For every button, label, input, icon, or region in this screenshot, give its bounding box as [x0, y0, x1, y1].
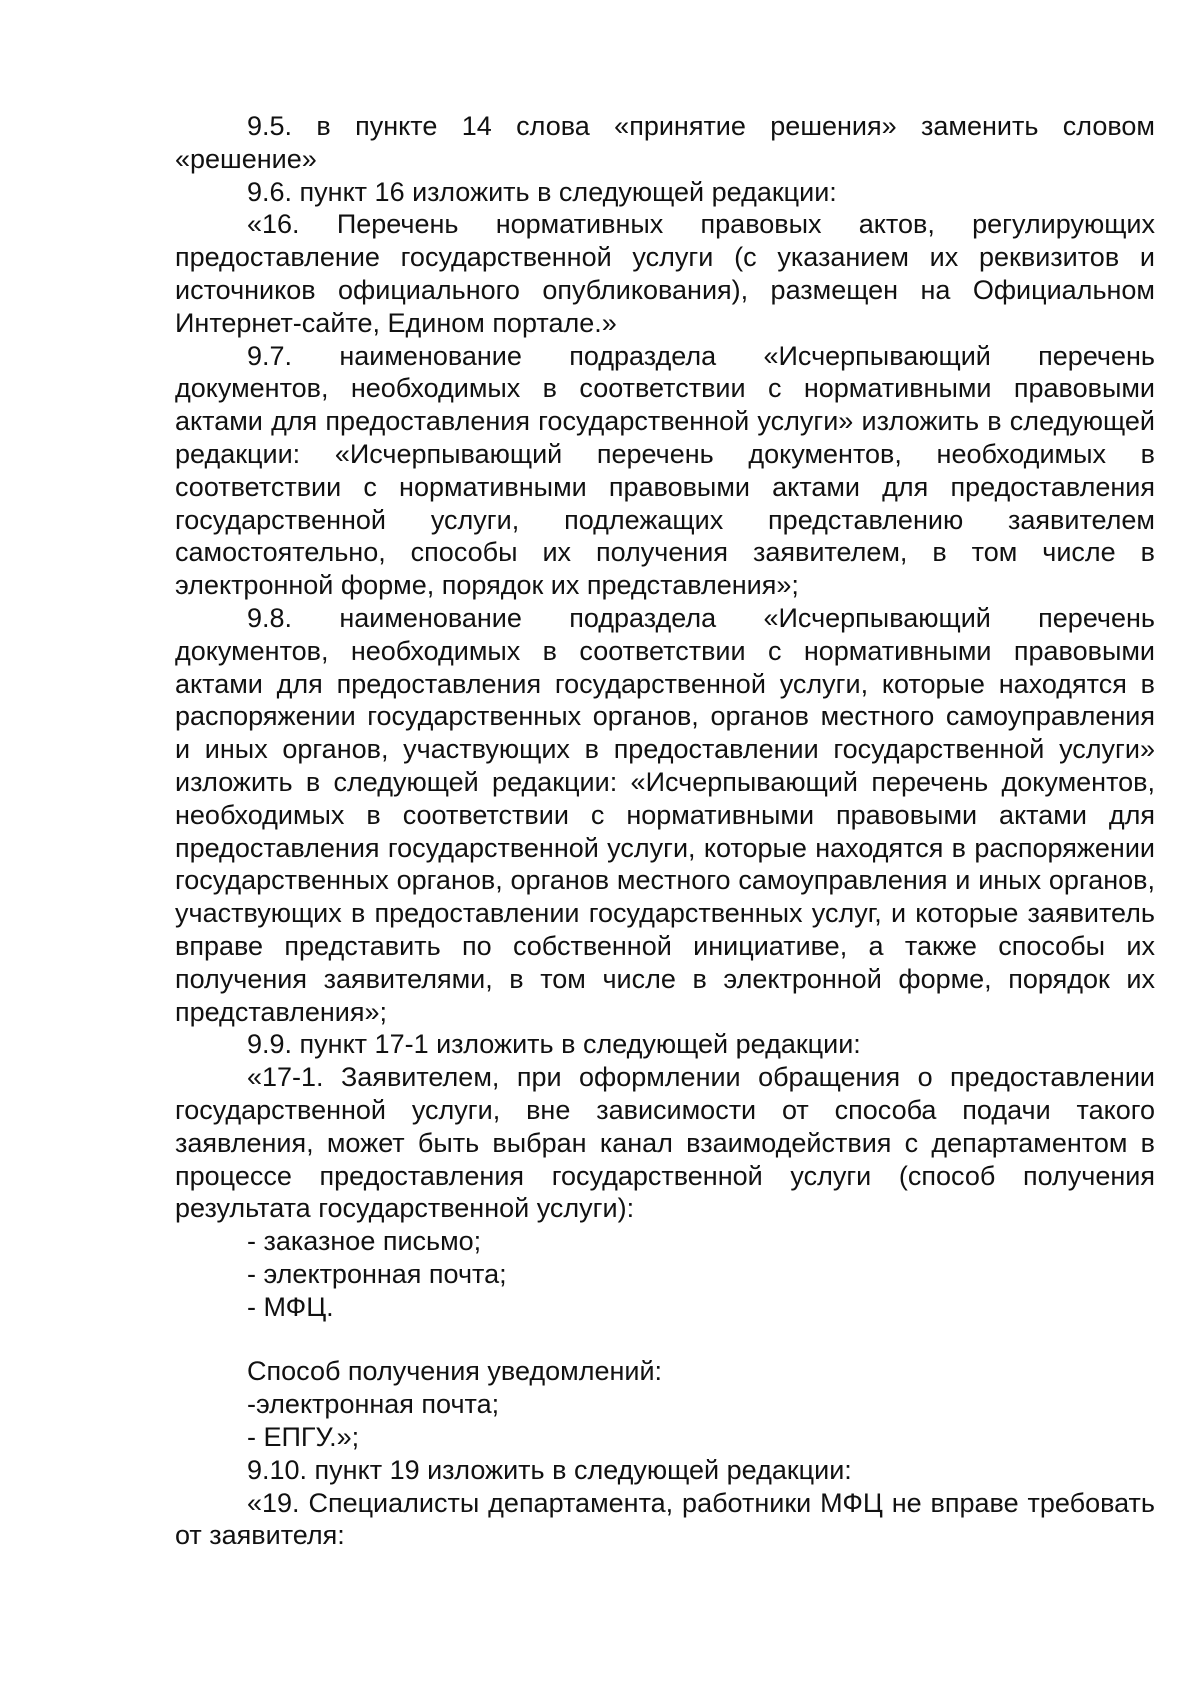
notification-heading: Способ получения уведомлений:: [247, 1356, 663, 1387]
list-item: - МФЦ.: [247, 1291, 334, 1322]
paragraph-9-5: 9.5. в пункте 14 слова «принятие решения» заменить словом «решение»: [175, 111, 1155, 174]
list-item: - электронная почта;: [247, 1258, 507, 1289]
paragraph-9-10: 9.10. пункт 19 изложить в следующей редакции:: [247, 1454, 852, 1485]
paragraph-9-9: 9.9. пункт 17-1 изложить в следующей редакции:: [247, 1029, 861, 1060]
blank-line: [175, 1323, 1155, 1355]
paragraph-17-1: «17-1. Заявителем, при оформлении обращения о предоставлении государственной услуги, вне зависимости от способа подачи такого заявления, может быть выбран канал взаимодействия с департаментом в процессе предоставления государственной услуги (способ получения результата государственной услуги):: [175, 1062, 1155, 1224]
paragraph-19: «19. Специалисты департамента, работники МФЦ не вправе требовать от заявителя:: [175, 1487, 1155, 1551]
list-item: - ЕПГУ.»;: [247, 1422, 360, 1453]
paragraph-9-7: 9.7. наименование подраздела «Исчерпывающий перечень документов, необходимых в соответствии с нормативными правовыми актами для предоставления государственной услуги» изложить в следующей редакции: «Исчерпывающий перечень документов, необходимых в соответствии с нормативными правовыми актами для предоставления государственной услуги, подлежащих представлению заявителем самостоятельно, способы их получения заявителем, в том числе в электронной форме, порядок их представления»;: [175, 340, 1155, 601]
list-item: - заказное письмо;: [247, 1226, 482, 1257]
paragraph-9-8: 9.8. наименование подраздела «Исчерпывающий перечень документов, необходимых в соответствии с нормативными правовыми актами для предоставления государственной услуги, которые находятся в распоряжении государственных органов, органов местного самоуправления и иных органов, участвующих в предоставлении государственной услуги» изложить в следующей редакции: «Исчерпывающий перечень документов, необходимых в соответствии с нормативными правовыми актами для предоставления государственной услуги, которые находятся в распоряжении государственных органов, органов местного самоуправления и иных органов, участвующих в предоставлении государственных услуг, и которые заявитель вправе представить по собственной инициативе, а также способы их получения заявителями, в том числе в электронной форме, порядок их представления»;: [175, 602, 1155, 1027]
document-page: [175, 110, 1155, 1552]
list-item: -электронная почта;: [247, 1389, 500, 1420]
paragraph-16: «16. Перечень нормативных правовых актов, регулирующих предоставление государственной услуги (с указанием их реквизитов и источников официального опубликования), размещен на Официальном Интернет-сайте, Едином портале.»: [175, 209, 1155, 338]
paragraph-9-6: 9.6. пункт 16 изложить в следующей редакции:: [247, 176, 837, 207]
